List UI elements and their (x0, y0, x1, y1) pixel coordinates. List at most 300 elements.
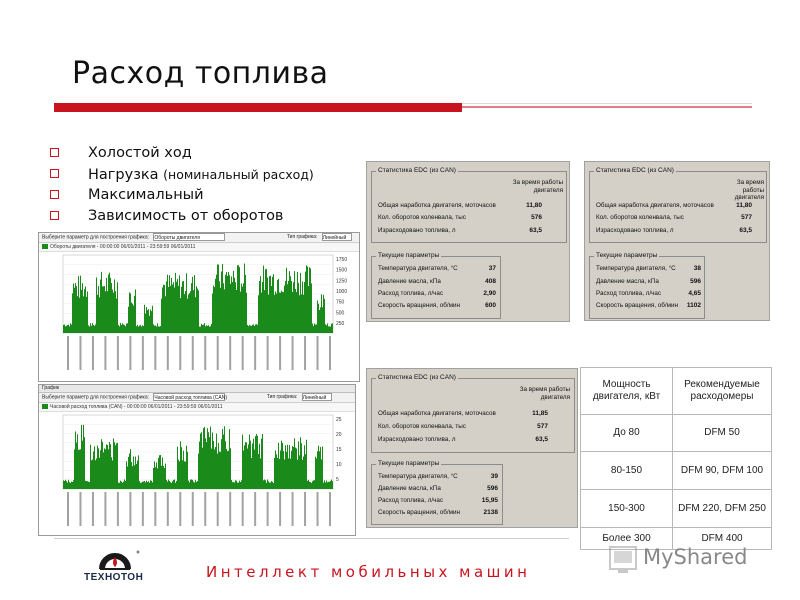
signal-bar (114, 442, 115, 489)
signal-bar (235, 282, 236, 333)
signal-bar (66, 326, 67, 333)
signal-bar (251, 458, 252, 489)
signal-bar (219, 281, 220, 333)
signal-bar (186, 273, 187, 333)
signal-bar (191, 283, 192, 333)
signal-bar (190, 480, 191, 489)
signal-bar (301, 294, 302, 333)
signal-bar (143, 481, 144, 489)
signal-bar (73, 284, 74, 333)
table-row (581, 452, 772, 490)
signal-bar (222, 264, 223, 333)
signal-bar (163, 285, 164, 333)
fuel-graph-plot (39, 411, 355, 536)
signal-bar (249, 435, 250, 489)
signal-bar (296, 292, 297, 333)
signal-bar (207, 428, 208, 489)
signal-bar (254, 450, 255, 489)
signal-bar (231, 480, 232, 489)
signal-bar (233, 482, 234, 489)
signal-bar (231, 276, 232, 333)
signal-bar (124, 479, 125, 489)
signal-bar (262, 434, 263, 489)
signal-bar (216, 434, 217, 489)
signal-bar (332, 481, 333, 489)
signal-bar (326, 325, 327, 333)
signal-bar (215, 279, 216, 333)
signal-bar (147, 310, 148, 333)
signal-bar (76, 442, 77, 489)
signal-bar (302, 460, 303, 489)
stat-label: Кол. оборотов коленвала, тыс (378, 214, 466, 221)
x-tick-label (129, 492, 131, 526)
signal-bar (277, 280, 278, 333)
signal-bar (141, 327, 142, 333)
signal-bar (113, 438, 114, 489)
signal-bar (276, 454, 277, 489)
stat-value: 577 (741, 214, 752, 221)
signal-bar (301, 443, 302, 489)
signal-bar (150, 480, 151, 489)
signal-bar (264, 290, 265, 333)
signal-bar (330, 327, 331, 333)
signal-bar (169, 275, 170, 333)
signal-bar (298, 441, 299, 489)
signal-bar (92, 459, 93, 489)
signal-bar (236, 481, 237, 489)
graph-type-select[interactable] (322, 233, 352, 241)
x-tick-label (317, 492, 319, 526)
period-header: За время работы двигателя (512, 179, 563, 194)
signal-bar (277, 458, 278, 489)
stat-label: Израсходовано топлива, л (378, 436, 456, 443)
signal-bar (282, 292, 283, 333)
y-tick-label: 10 (336, 462, 342, 468)
signal-bar (112, 460, 113, 489)
signal-bar (205, 438, 206, 489)
signal-bar (192, 480, 193, 489)
signal-bar (183, 451, 184, 489)
signal-bar (83, 425, 84, 489)
signal-bar (226, 449, 227, 489)
signal-bar (209, 437, 210, 489)
signal-bar (72, 482, 73, 489)
signal-bar (288, 281, 289, 333)
graph-type-select[interactable] (302, 393, 332, 401)
signal-bar (74, 288, 75, 333)
signal-bar (295, 448, 296, 489)
signal-bar (171, 278, 172, 333)
signal-bar (154, 326, 155, 333)
signal-bar (316, 458, 317, 489)
signal-bar (292, 292, 293, 333)
signal-bar (197, 289, 198, 333)
signal-bar (270, 276, 271, 333)
signal-bar (101, 439, 102, 489)
signal-bar (78, 450, 79, 489)
signal-bar (312, 481, 313, 489)
signal-bar (255, 436, 256, 489)
signal-bar (120, 481, 121, 489)
signal-bar (206, 442, 207, 489)
signal-bar (303, 295, 304, 333)
signal-bar (143, 326, 144, 333)
signal-bar (279, 292, 280, 333)
signal-bar (161, 299, 162, 333)
signal-bar (152, 306, 153, 333)
group-title: Статистика EDC (из CAN) (596, 167, 674, 174)
signal-bar (90, 445, 91, 489)
signal-bar (264, 479, 265, 489)
signal-bar (134, 465, 135, 489)
signal-bar (311, 483, 312, 489)
y-tick-label: 20 (336, 432, 342, 438)
signal-bar (117, 282, 118, 333)
signal-bar (64, 481, 65, 489)
signal-bar (311, 283, 312, 333)
signal-bar (109, 442, 110, 489)
signal-bar (81, 290, 82, 333)
signal-bar (251, 326, 252, 333)
signal-bar (130, 449, 131, 489)
signal-bar (125, 481, 126, 489)
checkbox-bullet-icon (50, 169, 59, 178)
x-tick-label (242, 336, 244, 370)
signal-bar (260, 276, 261, 333)
signal-bar (149, 483, 150, 489)
signal-bar (104, 286, 105, 333)
signal-bar (211, 449, 212, 489)
y-tick-label: 1250 (336, 278, 348, 285)
signal-bar (165, 464, 166, 489)
x-tick-label (79, 336, 81, 370)
signal-bar (106, 444, 107, 489)
signal-bar (238, 265, 239, 333)
signal-bar (107, 445, 108, 489)
signal-bar (315, 325, 316, 333)
signal-bar (278, 443, 279, 489)
signal-bar (110, 278, 111, 333)
signal-bar (182, 460, 183, 489)
x-tick-label (79, 492, 81, 526)
signal-bar (148, 309, 149, 333)
signal-bar (184, 461, 185, 489)
signal-bar (146, 481, 147, 489)
signal-bar (100, 450, 101, 489)
signal-bar (80, 276, 81, 333)
x-tick-label (204, 492, 206, 526)
signal-bar (179, 275, 180, 333)
signal-bar (87, 481, 88, 489)
company-slogan: Интеллект мобильных машин (206, 563, 531, 581)
signal-bar (263, 266, 264, 333)
x-tick-label (129, 336, 131, 370)
signal-bar (127, 323, 128, 333)
signal-bar (95, 460, 96, 489)
signal-bar (180, 298, 181, 333)
group-title: Текущие параметры (378, 460, 440, 467)
signal-bar (167, 275, 168, 333)
signal-bar (300, 437, 301, 489)
param-value: 596 (690, 278, 701, 285)
signal-bar (210, 427, 211, 489)
period-header: За время работы двигателя (519, 386, 570, 401)
signal-bar (281, 441, 282, 489)
signal-bar (318, 446, 319, 489)
param-select[interactable] (153, 393, 228, 401)
signal-bar (129, 453, 130, 489)
signal-bar (153, 324, 154, 333)
signal-bar (292, 446, 293, 489)
signal-bar (105, 449, 106, 489)
signal-bar (312, 324, 313, 333)
signal-bar (146, 307, 147, 333)
param-value: 15,95 (481, 497, 498, 504)
param-value: 1102 (686, 302, 701, 309)
signal-bar (164, 468, 165, 489)
signal-bar (111, 283, 112, 333)
signal-bar (262, 282, 263, 333)
signal-bar (323, 483, 324, 489)
signal-bar (118, 325, 119, 333)
param-value: 39 (490, 473, 498, 480)
signal-bar (108, 449, 109, 489)
signal-bar (223, 283, 224, 333)
param-select-label: Выберите параметр для построения графика: (42, 234, 150, 241)
signal-bar (269, 276, 270, 333)
signal-bar (317, 451, 318, 489)
signal-bar (183, 281, 184, 333)
signal-bar (158, 326, 159, 333)
bullet-item (48, 143, 314, 164)
signal-bar (282, 443, 283, 489)
signal-bar (230, 284, 231, 333)
signal-bar (163, 466, 164, 489)
signal-bar (65, 326, 66, 333)
signal-bar (304, 445, 305, 489)
param-label: Расход топлива, л/час (378, 497, 444, 504)
group-title: Статистика EDC (из CAN) (378, 167, 456, 174)
signal-bar (157, 323, 158, 333)
signal-bar (235, 480, 236, 489)
param-label: Температура двигателя, °С (378, 265, 458, 272)
signal-bar (90, 323, 91, 333)
x-tick-label (329, 336, 331, 370)
signal-bar (168, 287, 169, 333)
signal-bar (250, 326, 251, 333)
signal-bar (155, 467, 156, 489)
watermark-text: MyShared (643, 545, 748, 569)
y-tick-label: 5 (336, 477, 339, 483)
signal-bar (213, 286, 214, 333)
signal-bar (276, 293, 277, 333)
signal-bar (96, 277, 97, 333)
signal-bar (131, 462, 132, 489)
signal-bar (331, 480, 332, 489)
x-tick-label (142, 492, 144, 526)
signal-bar (243, 283, 244, 333)
signal-bar (121, 325, 122, 333)
param-value: 600 (485, 302, 496, 309)
table-header-row (581, 368, 772, 415)
signal-bar (109, 273, 110, 333)
signal-bar (179, 461, 180, 489)
signal-bar (135, 457, 136, 489)
signal-bar (224, 289, 225, 333)
signal-bar (219, 452, 220, 489)
signal-bar (126, 461, 127, 489)
signal-bar (200, 327, 201, 333)
signal-bar (287, 445, 288, 489)
edc-stats-group (371, 374, 575, 453)
signal-bar (242, 435, 243, 489)
signal-bar (314, 480, 315, 489)
signal-bar (81, 425, 82, 489)
signal-bar (87, 292, 88, 333)
signal-bar (280, 293, 281, 333)
signal-bar (136, 464, 137, 489)
signal-bar (105, 291, 106, 333)
legend-swatch (42, 404, 48, 409)
signal-bar (189, 482, 190, 489)
stat-label: Общая наработка двигателя, моточасов (378, 410, 496, 417)
signal-bar (159, 455, 160, 489)
param-value: 408 (485, 278, 496, 285)
signal-bar (265, 269, 266, 333)
signal-bar (176, 282, 177, 333)
stat-value: 577 (537, 423, 548, 430)
signal-bar (325, 483, 326, 489)
x-tick-label (67, 492, 69, 526)
signal-bar (239, 481, 240, 489)
x-tick-label (92, 492, 94, 526)
signal-bar (313, 326, 314, 333)
param-value: 37 (488, 265, 496, 272)
signal-bar (260, 458, 261, 489)
current-params-group (371, 252, 501, 319)
signal-bar (111, 457, 112, 489)
bullet-text: Максимальный (88, 187, 204, 203)
signal-bar (308, 480, 309, 489)
y-tick-label: 25 (336, 417, 342, 423)
signal-bar (196, 286, 197, 333)
signal-bar (202, 325, 203, 333)
signal-bar (97, 446, 98, 489)
signal-bar (305, 272, 306, 333)
signal-bar (306, 440, 307, 489)
signal-bar (103, 452, 104, 489)
signal-bar (258, 295, 259, 333)
signal-bar (118, 483, 119, 489)
signal-bar (94, 446, 95, 489)
legend-text: Часовой расход топлива (CAN) - 00:00:00 06/01/2011 - 23:59:59 06/01/2011 (50, 404, 223, 410)
x-tick-label (304, 492, 306, 526)
table-cell: DFM 90, DFM 100 (673, 452, 772, 490)
signal-bar (160, 455, 161, 489)
x-tick-label (167, 492, 169, 526)
signal-bar (193, 482, 194, 489)
signal-bar (160, 326, 161, 333)
signal-bar (249, 325, 250, 333)
signal-bar (144, 481, 145, 489)
param-label: Давление масла, кПа (378, 485, 441, 492)
signal-bar (91, 460, 92, 489)
signal-bar (67, 483, 68, 489)
signal-bar (178, 286, 179, 333)
signal-bar (82, 441, 83, 489)
signal-bar (256, 434, 257, 489)
signal-bar (236, 290, 237, 333)
signal-bar (172, 481, 173, 489)
table-cell: DFM 400 (673, 528, 772, 550)
signal-bar (323, 295, 324, 333)
signal-bar (245, 442, 246, 489)
signal-bar (270, 482, 271, 489)
signal-bar (258, 454, 259, 489)
x-tick-label (267, 492, 269, 526)
signal-bar (243, 450, 244, 489)
x-tick-label (117, 492, 119, 526)
signal-bar (255, 324, 256, 333)
signal-bar (175, 273, 176, 333)
signal-bar (122, 483, 123, 489)
signal-bar (286, 268, 287, 333)
signal-bar (245, 275, 246, 333)
signal-bar (275, 450, 276, 489)
signal-bar (222, 429, 223, 489)
signal-bar (289, 445, 290, 489)
signal-bar (299, 295, 300, 333)
signal-bar (125, 326, 126, 333)
signal-bar (291, 281, 292, 333)
y-tick-label: 1000 (336, 289, 348, 295)
signal-bar (230, 448, 231, 489)
param-label: Расход топлива, л/час (378, 290, 444, 297)
param-select[interactable] (153, 233, 225, 241)
stat-value: 11,85 (532, 410, 548, 417)
signal-bar (77, 296, 78, 333)
signal-bar (94, 326, 95, 333)
signal-bar (291, 451, 292, 489)
signal-bar (257, 436, 258, 489)
signal-bar (85, 286, 86, 333)
signal-bar (294, 271, 295, 333)
signal-bar (296, 448, 297, 489)
signal-bar (64, 325, 65, 333)
signal-bar (136, 326, 137, 333)
signal-bar (215, 447, 216, 489)
signal-bar (161, 466, 162, 489)
signal-bar (147, 482, 148, 489)
signal-bar (73, 480, 74, 489)
signal-bar (211, 324, 212, 333)
rpm-graph-window (38, 232, 360, 382)
signal-bar (85, 481, 86, 489)
signal-bar (213, 441, 214, 489)
x-tick-label (104, 492, 106, 526)
signal-bar (112, 290, 113, 333)
graph-window-titlebar (39, 385, 355, 393)
bullet-note: (номинальный расход) (163, 167, 314, 182)
signal-bar (206, 325, 207, 333)
signal-bar (196, 482, 197, 489)
signal-bar (246, 442, 247, 489)
table-cell: До 80 (581, 415, 673, 452)
signal-bar (69, 326, 70, 333)
signal-bar (228, 272, 229, 333)
x-tick-label (292, 336, 294, 370)
signal-bar (293, 447, 294, 489)
